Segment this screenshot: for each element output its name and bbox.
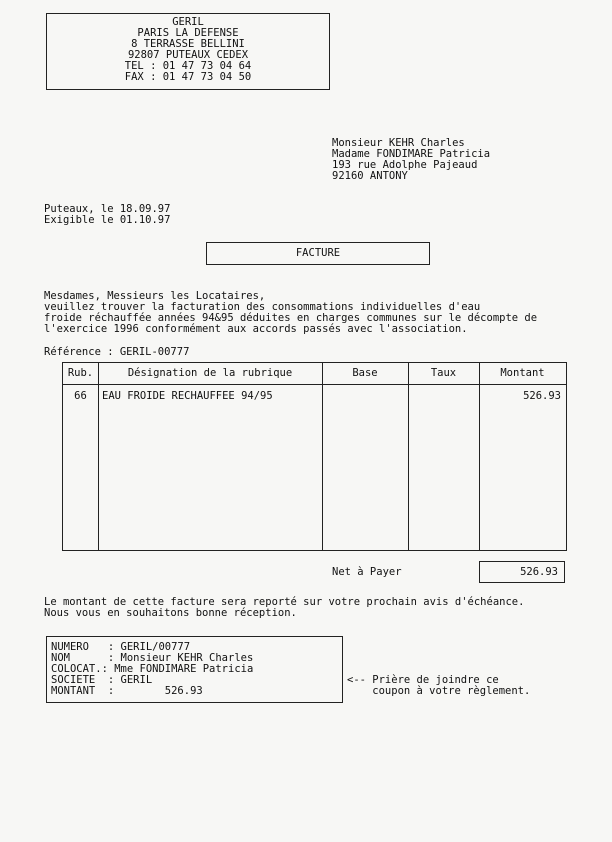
recipient-line-1: Monsieur KEHR Charles <box>332 137 465 149</box>
intro-line-3: froide réchauffée années 94&95 déduites en charges communes sur le décompte de <box>44 312 538 324</box>
invoice-dates <box>44 204 170 226</box>
sender-address-box <box>46 13 330 90</box>
coupon-montant: MONTANT : 526.93 <box>51 685 203 697</box>
coupon-nom: NOM : Monsieur KEHR Charles <box>51 652 254 664</box>
closing-line-1: Le montant de cette facture sera reporté sur votre prochain avis d'échéance. <box>44 596 525 608</box>
coupon-numero: NUMERO : GERIL/00777 <box>51 641 191 653</box>
sender-city: 92807 PUTEAUX CEDEX <box>127 49 249 61</box>
header-montant: Montant <box>500 367 545 379</box>
intro-paragraph <box>44 291 537 335</box>
sender-name: GERIL <box>172 16 204 28</box>
column-separator <box>322 363 323 550</box>
header-taux: Taux <box>430 367 457 379</box>
recipient-street: 193 rue Adolphe Pajeaud <box>332 159 478 171</box>
cell-montant: 526.93 <box>523 390 561 402</box>
intro-line-1: Mesdames, Messieurs les Locataires, <box>44 290 266 302</box>
reference-number: Référence : GERIL-00777 <box>44 346 190 358</box>
cell-designation: EAU FROIDE RECHAUFFEE 94/95 <box>102 390 273 402</box>
sender-street: 8 TERRASSE BELLINI <box>131 38 245 50</box>
closing-line-2: Nous vous en souhaitons bonne réception. <box>44 607 297 619</box>
recipient-address <box>332 138 490 182</box>
invoice-table <box>62 362 567 551</box>
column-separator <box>408 363 409 550</box>
coupon-societe: SOCIETE : GERIL <box>51 674 153 686</box>
net-to-pay-box <box>479 561 565 583</box>
sender-fax: FAX : 01 47 73 04 50 <box>124 71 252 83</box>
document-title: FACTURE <box>295 247 341 259</box>
coupon-colocat: COLOCAT.: Mme FONDIMARE Patricia <box>51 663 254 675</box>
intro-line-4: l'exercice 1996 conformément aux accords passés avec l'association. <box>44 323 468 335</box>
header-base: Base <box>352 367 378 379</box>
coupon-instruction-line-2: coupon à votre règlement. <box>347 685 531 697</box>
cell-rub: 66 <box>74 390 87 402</box>
sender-location: PARIS LA DEFENSE <box>137 27 239 39</box>
closing-paragraph <box>44 597 524 619</box>
header-separator <box>63 384 566 385</box>
header-designation: Désignation de la rubrique <box>127 367 293 379</box>
net-to-pay-value: 526.93 <box>520 566 558 578</box>
intro-line-2: veuillez trouver la facturation des consommations individuelles d'eau <box>44 301 481 313</box>
net-to-pay-label: Net à Payer <box>332 566 402 578</box>
due-date: Exigible le 01.10.97 <box>44 214 171 226</box>
document-title-box <box>206 242 430 265</box>
payment-coupon <box>46 636 343 703</box>
header-rub: Rub. <box>67 367 94 379</box>
coupon-instruction-line-1: <-- Prière de joindre ce <box>347 674 499 686</box>
coupon-instruction <box>347 675 530 697</box>
issue-date: Puteaux, le 18.09.97 <box>44 203 171 215</box>
recipient-city: 92160 ANTONY <box>332 170 408 182</box>
sender-phone: TEL : 01 47 73 04 64 <box>124 60 252 72</box>
recipient-line-2: Madame FONDIMARE Patricia <box>332 148 491 160</box>
column-separator <box>98 363 99 550</box>
